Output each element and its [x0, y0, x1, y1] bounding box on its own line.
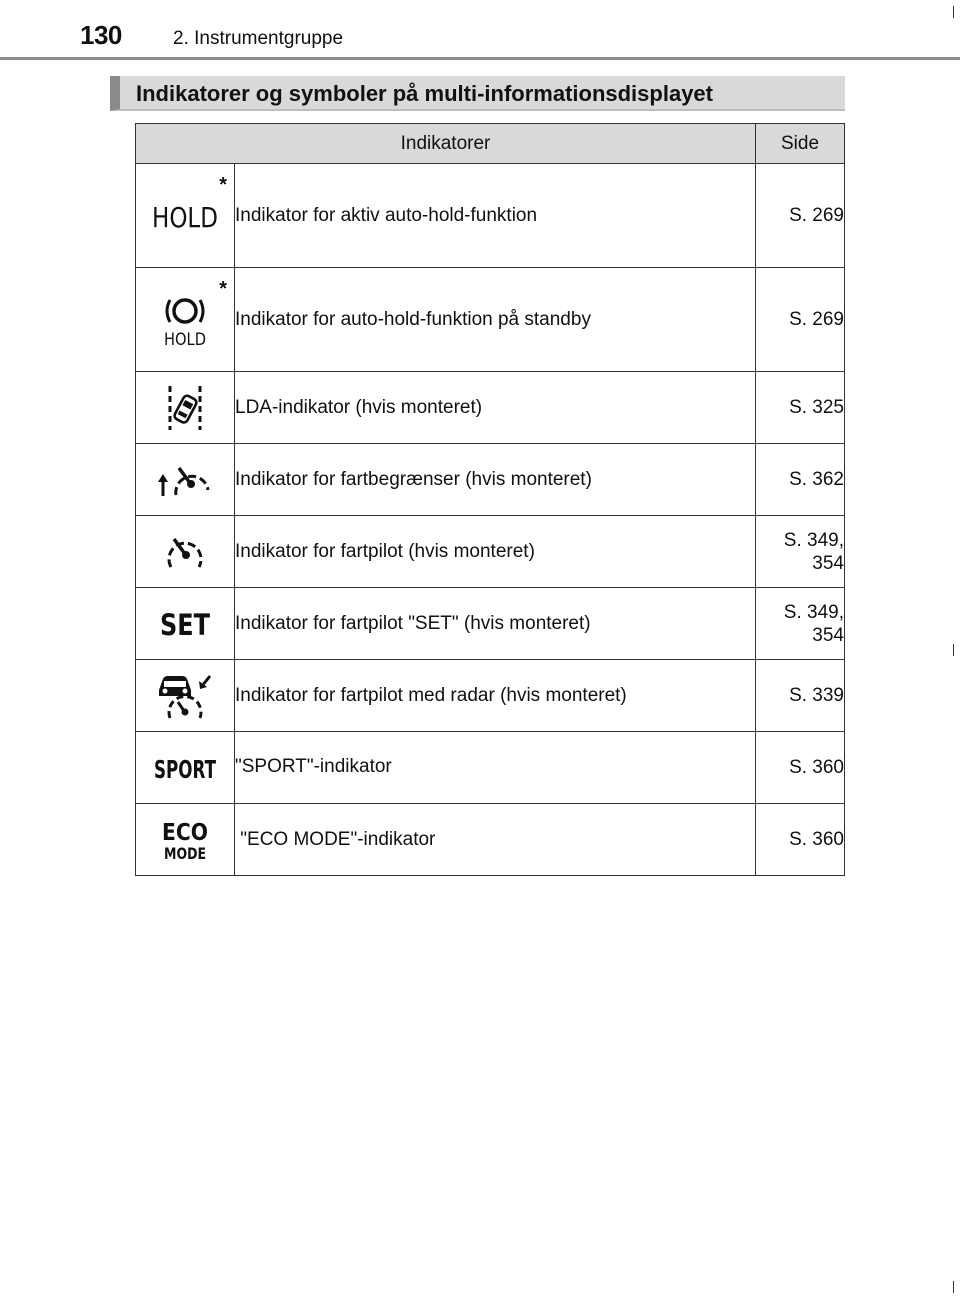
icon-cell [136, 372, 235, 444]
sport-icon-text: SPORT [154, 754, 216, 784]
set-icon-text: SET [160, 607, 211, 642]
icon-cell [136, 444, 235, 516]
page-ref: S. 269 [756, 164, 845, 268]
page-number: 130 [80, 20, 122, 50]
icon-cell [136, 268, 235, 372]
description-cell: Indikator for aktiv auto-hold-funktion [235, 164, 756, 268]
trim-mark-top [953, 6, 954, 18]
page-ref: S. 360 [756, 732, 845, 804]
table-row [136, 804, 845, 876]
header-page: Side [756, 124, 845, 164]
description-cell: LDA-indikator (hvis monteret) [235, 372, 756, 444]
header-indicators: Indikatorer [136, 124, 756, 164]
table-row [136, 732, 845, 804]
eco-mode-icon-subtext: MODE [164, 843, 206, 863]
indicator-table [135, 123, 845, 876]
eco-mode-icon-text: ECO [162, 819, 208, 846]
table-row [136, 444, 845, 516]
icon-cell [136, 732, 235, 804]
hold-standby-icon-text: HOLD [164, 329, 206, 350]
description-cell: Indikator for fartpilot med radar (hvis monteret) [235, 660, 756, 732]
page-ref [756, 516, 845, 588]
icon-cell [136, 588, 235, 660]
icon-cell [136, 516, 235, 588]
table-row [136, 516, 845, 588]
page-ref: S. 269 [756, 268, 845, 372]
page-ref: S. 325 [756, 372, 845, 444]
table-row [136, 660, 845, 732]
description-cell: Indikator for fartbegrænser (hvis monteret) [235, 444, 756, 516]
page-ref-text: S. 349, 354 [783, 601, 844, 646]
table-row [136, 588, 845, 660]
hold-standby-icon [158, 292, 212, 348]
header-rule [0, 57, 960, 60]
radar-cruise-icon [156, 672, 214, 720]
set-icon [158, 607, 212, 641]
table-row [136, 164, 845, 268]
page-ref: S. 362 [756, 444, 845, 516]
footnote-star: * [219, 278, 227, 300]
page-ref: S. 339 [756, 660, 845, 732]
description-cell: "ECO MODE"-indikator [235, 804, 756, 876]
sport-icon [152, 753, 218, 783]
section-heading-band [110, 76, 845, 111]
eco-mode-icon [160, 818, 210, 862]
section-title: Indikatorer og symboler på multi-informationsdisplayet [136, 81, 713, 106]
icon-cell [136, 660, 235, 732]
description-cell: Indikator for fartpilot (hvis monteret) [235, 516, 756, 588]
speed-limiter-icon [157, 460, 213, 500]
page-ref-text: S. 349, 354 [783, 529, 844, 574]
lda-icon [165, 384, 205, 432]
description-cell: Indikator for fartpilot "SET" (hvis monteret) [235, 588, 756, 660]
table-row [136, 372, 845, 444]
description-cell: "SPORT"-indikator [235, 732, 756, 804]
icon-cell [136, 164, 235, 268]
trim-mark-bottom [953, 1281, 954, 1293]
hold-icon-text: HOLD [152, 200, 218, 234]
page-ref [756, 588, 845, 660]
table-row [136, 268, 845, 372]
chapter-title: 2. Instrumentgruppe [173, 28, 344, 49]
icon-cell [136, 804, 235, 876]
cruise-control-icon [165, 533, 205, 571]
footnote-star: * [219, 174, 227, 196]
table-header-row [136, 124, 845, 164]
page-ref: S. 360 [756, 804, 845, 876]
hold-icon [148, 198, 222, 234]
trim-mark-middle [953, 644, 954, 656]
description-cell: Indikator for auto-hold-funktion på standby [235, 268, 756, 372]
